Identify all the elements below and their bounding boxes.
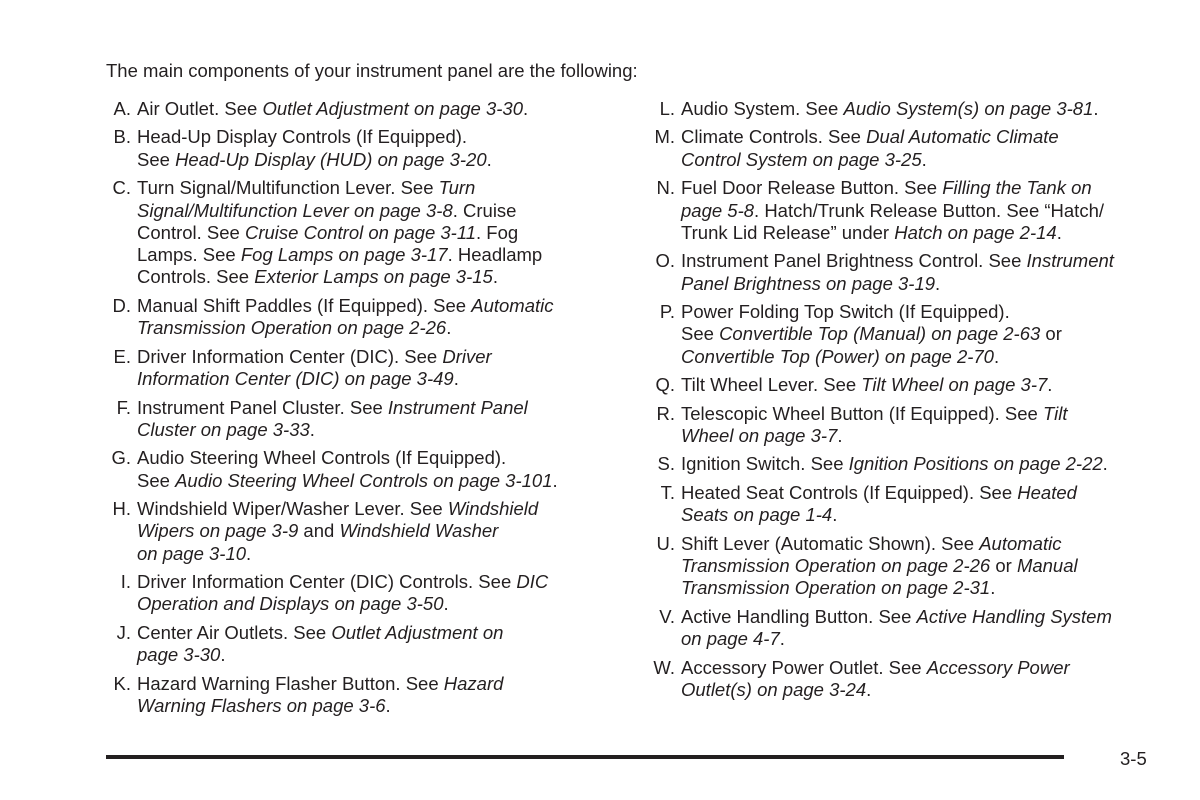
page-reference: Head-Up Display (HUD) on page 3-20 <box>175 148 487 170</box>
entry-text: Controls. See <box>137 266 255 288</box>
entry-text: Heated Seat Controls (If Equipped). See <box>681 481 1018 503</box>
page-reference: Wheel on page 3-7 <box>681 424 838 446</box>
entry-text: . <box>921 148 927 170</box>
entry-line <box>681 425 1180 447</box>
entry-letter: Q. <box>655 374 675 396</box>
entry-letter: C. <box>112 177 131 199</box>
page-reference: Transmission Operation on page 2-26 <box>681 555 991 577</box>
entry-letter: R. <box>656 402 675 424</box>
entry-text: . <box>385 695 391 716</box>
component-entry <box>106 622 626 667</box>
entry-letter: W. <box>653 656 675 678</box>
entry-letter: J. <box>116 621 131 643</box>
entry-text: . <box>1093 98 1099 119</box>
entry-line <box>681 555 1180 577</box>
page-reference: Tilt <box>1042 402 1068 424</box>
entry-text: Instrument Panel Brightness Control. See <box>681 250 1027 272</box>
component-entry <box>650 98 1180 120</box>
component-entry <box>650 657 1180 702</box>
page-reference: Manual <box>1016 555 1078 577</box>
entry-line <box>681 98 1180 120</box>
entry-line <box>137 447 626 469</box>
entry-line <box>681 323 1180 345</box>
page-reference: Cluster on page 3-33 <box>137 418 310 440</box>
entry-letter: G. <box>111 447 131 469</box>
entry-line <box>137 397 626 419</box>
entry-text: Ignition Switch. See <box>681 453 849 475</box>
entry-line <box>681 403 1180 425</box>
footer-rule <box>106 755 1064 759</box>
entry-line <box>137 543 626 565</box>
entry-text: See <box>681 323 720 345</box>
entry-line <box>681 149 1180 171</box>
entry-text: . <box>779 628 785 650</box>
entry-letter: A. <box>113 98 131 119</box>
component-entry <box>650 453 1180 475</box>
component-entry <box>106 98 626 120</box>
entry-line <box>137 593 626 615</box>
entry-text: Tilt Wheel Lever. See <box>681 374 862 396</box>
entry-line <box>137 673 626 695</box>
component-entry <box>650 482 1180 527</box>
entry-text: Telescopic Wheel Button (If Equipped). See <box>681 402 1043 424</box>
component-entry <box>650 374 1180 396</box>
page-reference: Exterior Lamps on page 3-15 <box>254 266 493 288</box>
component-entry <box>106 346 626 391</box>
entry-line <box>137 98 626 120</box>
entry-letter: E. <box>113 345 131 367</box>
entry-text: . <box>993 345 1000 367</box>
page-reference: Audio Steering Wheel Controls on page 3-101 <box>175 469 553 491</box>
component-entry <box>650 126 1180 171</box>
page-reference: Tilt Wheel on page 3-7 <box>861 374 1048 396</box>
entry-line <box>137 520 626 542</box>
entry-text: or <box>1040 323 1062 345</box>
page-reference: Cruise Control on page 3-11 <box>244 221 477 243</box>
entry-line <box>137 695 626 717</box>
entry-line <box>137 346 626 368</box>
entry-line <box>681 273 1180 295</box>
entry-letter: O. <box>655 250 675 272</box>
entry-line <box>681 177 1180 199</box>
page-reference: Convertible Top (Power) on page 2-70 <box>681 345 994 367</box>
page-reference: DIC <box>516 571 549 593</box>
entry-text: . <box>1047 374 1053 396</box>
component-entry <box>106 177 626 288</box>
page-reference: Control System on page 3-25 <box>681 148 922 170</box>
component-entry <box>106 397 626 442</box>
page-reference: Heated <box>1017 481 1077 503</box>
entry-letter: B. <box>113 126 131 148</box>
entry-text: Audio System. See <box>681 98 844 119</box>
entry-text: . <box>837 424 843 446</box>
component-entry <box>650 250 1180 295</box>
entry-letter: U. <box>656 532 675 554</box>
entry-line <box>681 482 1180 504</box>
entry-text: Instrument Panel Cluster. See <box>137 396 388 418</box>
entry-text: Power Folding Top Switch (If Equipped). <box>681 301 1010 323</box>
page-reference: Automatic <box>471 294 554 316</box>
page-reference: Instrument <box>1026 250 1114 272</box>
component-entry <box>106 295 626 340</box>
entry-text: Driver Information Center (DIC). See <box>137 345 443 367</box>
entry-line <box>137 419 626 441</box>
page-reference: Seats on page 1-4 <box>681 504 833 526</box>
page-reference: Operation and Displays on page 3-50 <box>137 593 444 615</box>
entry-line <box>681 606 1180 628</box>
entry-text: or <box>990 555 1017 577</box>
page-reference: Instrument Panel <box>387 396 528 418</box>
entry-line <box>681 453 1180 475</box>
entry-text: . <box>990 577 996 599</box>
entry-text: Trunk Lid Release” under <box>681 221 895 243</box>
page-reference: Transmission Operation on page 2-31 <box>681 577 991 599</box>
entry-text: . <box>446 317 452 339</box>
entry-letter: M. <box>654 126 675 148</box>
component-entry <box>106 673 626 718</box>
component-entry <box>106 498 626 565</box>
page-reference: Turn <box>438 177 476 199</box>
entry-letter: F. <box>116 396 131 418</box>
entry-letter: S. <box>657 453 675 475</box>
entry-line <box>681 577 1180 599</box>
entry-line <box>137 222 626 244</box>
page-reference: Warning Flashers on page 3-6 <box>137 695 386 716</box>
component-entry <box>650 606 1180 651</box>
page-reference: Information Center (DIC) on page 3-49 <box>137 368 454 390</box>
page-reference: Panel Brightness on page 3-19 <box>681 272 936 294</box>
page-reference: Hazard <box>443 672 504 694</box>
page-reference: Filling the Tank on <box>942 177 1092 199</box>
intro-text: The main components of your instrument panel are the following: <box>106 60 638 81</box>
page-reference: Active Handling System <box>916 605 1112 627</box>
page-reference: Transmission Operation on page 2-26 <box>137 317 447 339</box>
page-reference: Windshield <box>447 498 539 520</box>
component-entry <box>106 126 626 171</box>
component-entry <box>650 403 1180 448</box>
entry-text: Shift Lever (Automatic Shown). See <box>681 532 980 554</box>
entry-line <box>137 266 626 288</box>
entry-line <box>137 295 626 317</box>
page-number: 3-5 <box>1120 748 1147 769</box>
entry-text: See <box>137 469 176 491</box>
page-reference: Signal/Multifunction Lever on page 3-8 <box>137 199 453 221</box>
page-reference: Convertible Top (Manual) on page 2-63 <box>719 323 1041 345</box>
entry-text: . <box>523 98 529 119</box>
entry-line <box>137 470 626 492</box>
page-reference: Wipers on page 3-9 <box>137 520 299 542</box>
entry-line <box>681 301 1180 323</box>
entry-text: . Headlamp <box>447 244 543 266</box>
entry-text: . <box>220 644 226 666</box>
entry-letter: K. <box>113 672 131 694</box>
entry-letter: H. <box>112 498 131 520</box>
entry-line <box>137 149 626 171</box>
component-entry <box>106 447 626 492</box>
entry-letter: V. <box>659 605 675 627</box>
entry-line <box>681 679 1180 701</box>
entry-text: . Cruise <box>452 199 517 221</box>
page-reference: page 3-30 <box>137 644 221 666</box>
page-reference: Outlet Adjustment on page 3-30 <box>262 98 523 119</box>
entry-text: Center Air Outlets. See <box>137 621 332 643</box>
entry-text: . <box>453 368 459 390</box>
entry-line <box>681 250 1180 272</box>
page-reference: Driver <box>442 345 492 367</box>
component-entry <box>650 177 1180 244</box>
entry-line <box>681 126 1180 148</box>
entry-text: . <box>935 272 941 294</box>
entry-text: . <box>1102 453 1108 475</box>
entry-line <box>681 222 1180 244</box>
entry-text: Driver Information Center (DIC) Controls. See <box>137 571 517 593</box>
component-list-right <box>650 98 1180 707</box>
entry-text: . <box>552 469 558 491</box>
entry-text: Air Outlet. See <box>137 98 263 119</box>
entry-line <box>137 622 626 644</box>
entry-text: Head-Up Display Controls (If Equipped). <box>137 126 468 148</box>
entry-text: . <box>309 418 315 440</box>
page-reference: Outlet(s) on page 3-24 <box>681 678 867 700</box>
entry-line <box>137 177 626 199</box>
entry-line <box>137 244 626 266</box>
entry-line <box>681 628 1180 650</box>
page-reference: Fog Lamps on page 3-17 <box>240 244 448 266</box>
entry-text: Audio Steering Wheel Controls (If Equipped). <box>137 447 507 469</box>
entry-line <box>681 533 1180 555</box>
entry-text: Hazard Warning Flasher Button. See <box>137 672 444 694</box>
entry-text: Fuel Door Release Button. See <box>681 177 943 199</box>
entry-line <box>681 657 1180 679</box>
page-reference: page 5-8 <box>681 199 755 221</box>
entry-text: See <box>137 148 176 170</box>
entry-text: and <box>298 520 340 542</box>
entry-text: Active Handling Button. See <box>681 605 917 627</box>
entry-text: . <box>866 678 872 700</box>
entry-text: . <box>486 148 492 170</box>
entry-line <box>681 374 1180 396</box>
entry-line <box>137 126 626 148</box>
entry-line <box>137 644 626 666</box>
entry-text: Climate Controls. See <box>681 126 867 148</box>
entry-line <box>137 317 626 339</box>
entry-text: . <box>832 504 838 526</box>
entry-letter: D. <box>112 294 131 316</box>
entry-line <box>681 504 1180 526</box>
component-entry <box>650 301 1180 368</box>
entry-letter: I. <box>120 571 131 593</box>
entry-text: . <box>492 266 498 288</box>
entry-line <box>137 200 626 222</box>
entry-line <box>137 571 626 593</box>
entry-text: Manual Shift Paddles (If Equipped). See <box>137 294 472 316</box>
entry-line <box>681 346 1180 368</box>
entry-letter: L. <box>659 98 675 119</box>
page-reference: Automatic <box>979 532 1062 554</box>
page-reference: Hatch on page 2-14 <box>894 221 1057 243</box>
entry-text: . <box>1056 221 1062 243</box>
entry-text: . <box>443 593 449 615</box>
entry-text: Accessory Power Outlet. See <box>681 656 927 678</box>
entry-text: . Hatch/Trunk Release Button. See “Hatch/ <box>754 199 1105 221</box>
page-reference: Audio System(s) on page 3-81 <box>843 98 1094 119</box>
component-entry <box>106 571 626 616</box>
component-entry <box>650 533 1180 600</box>
entry-text: Windshield Wiper/Washer Lever. See <box>137 498 448 520</box>
entry-line <box>137 368 626 390</box>
page-reference: Dual Automatic Climate <box>866 126 1059 148</box>
entry-letter: N. <box>656 177 675 199</box>
entry-text: . Fog <box>476 221 519 243</box>
entry-letter: P. <box>659 301 675 323</box>
page-reference: on page 4-7 <box>681 628 780 650</box>
entry-text: Lamps. See <box>137 244 241 266</box>
entry-letter: T. <box>660 481 675 503</box>
entry-text: . <box>246 542 252 564</box>
page-reference: Accessory Power <box>926 656 1070 678</box>
page-reference: on page 3-10 <box>137 542 247 564</box>
entry-line <box>681 200 1180 222</box>
page-reference: Windshield Washer <box>339 520 499 542</box>
page-reference: Outlet Adjustment on <box>331 621 504 643</box>
page-reference: Ignition Positions on page 2-22 <box>848 453 1103 475</box>
entry-line <box>137 498 626 520</box>
component-list-left <box>106 98 626 723</box>
entry-text: Turn Signal/Multifunction Lever. See <box>137 177 439 199</box>
entry-text: Control. See <box>137 221 245 243</box>
